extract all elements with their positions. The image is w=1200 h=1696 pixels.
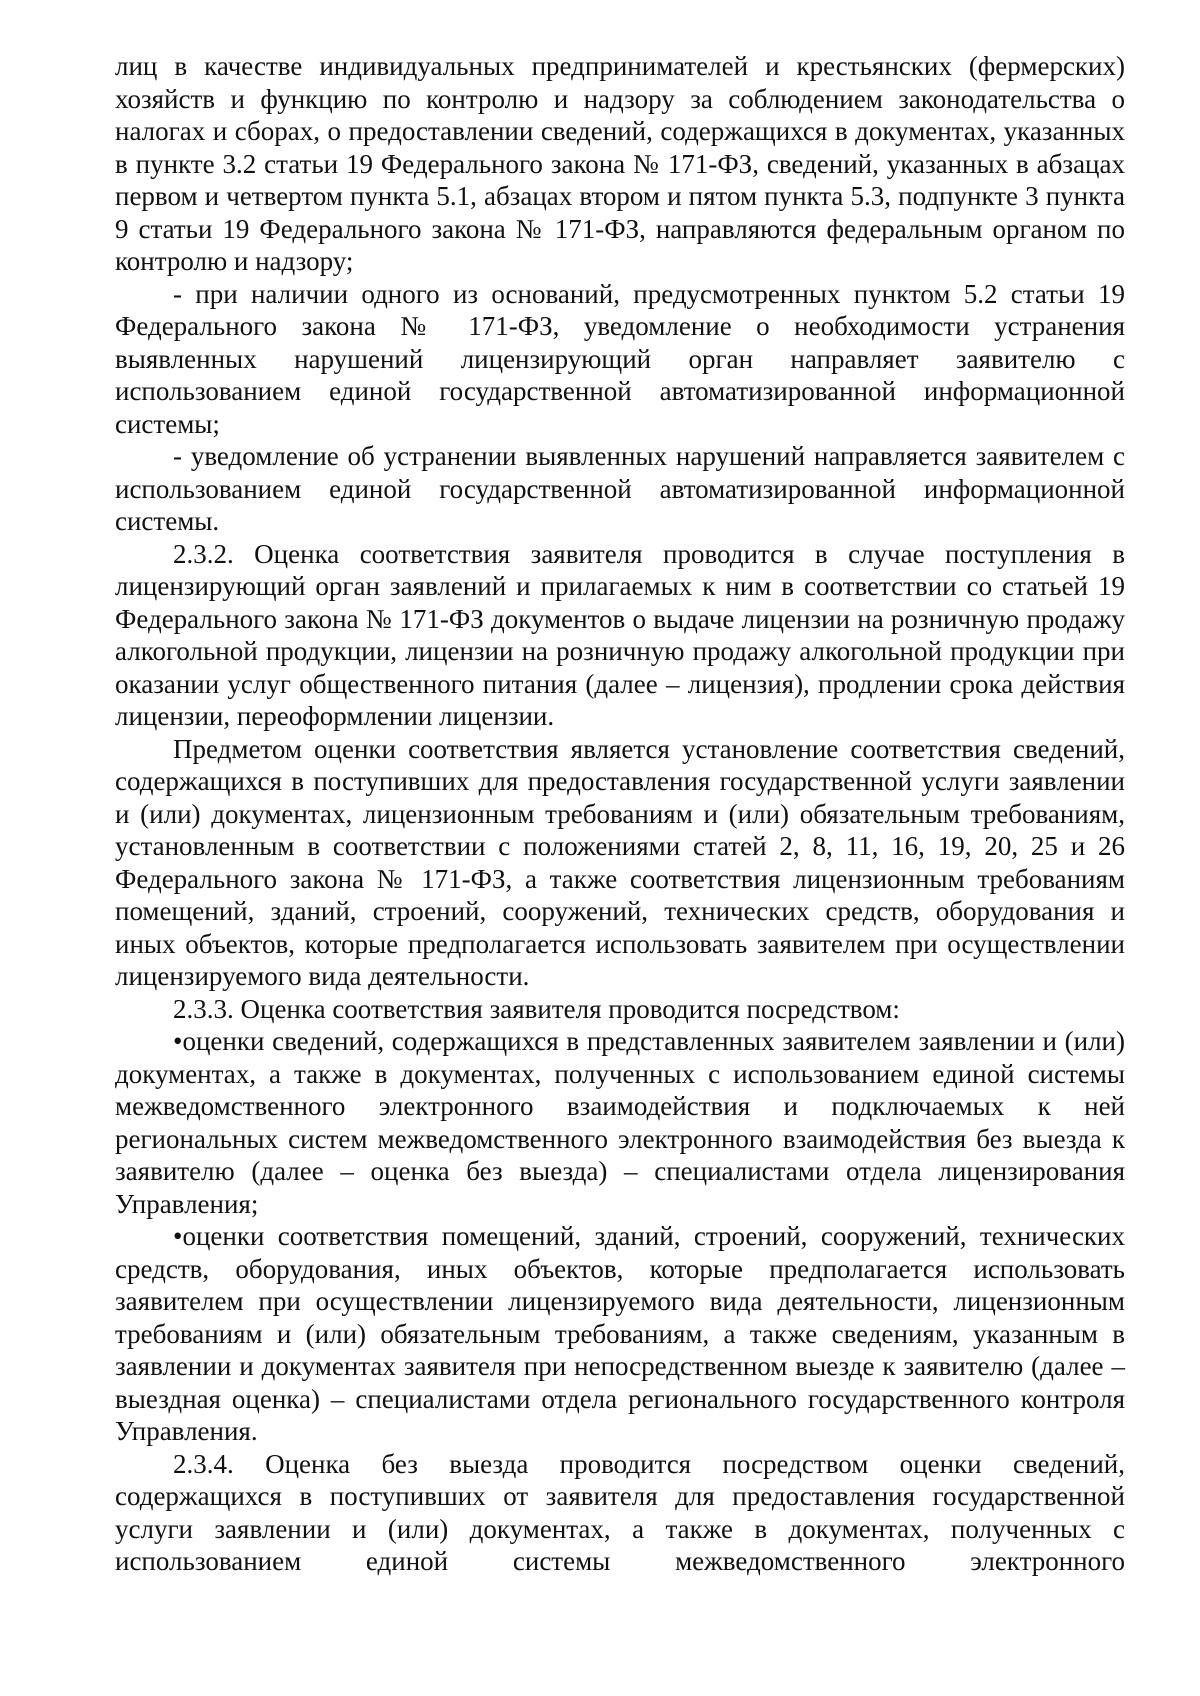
paragraph-2-3-2: 2.3.2. Оценка соответствия заявителя проводится в случае поступления в лицензирующий орган заявлений и прилагаемых к ним в соответствии со статьей 19 Федерального закона № 171-ФЗ документов о выдаче лицензии на розничную продажу алкогольной продукции, лицензии на розничную продажу алкогольной продукции при оказании услуг общественного питания (далее – лицензия), продлении срока действия лицензии, переоформлении лицензии. (115, 538, 1125, 731)
bullet-field-assessment: •оценки соответствия помещений, зданий, строений, сооружений, технических средств, оборудования, иных объектов, которые предполагается использовать заявителем при осуществлении лицензируемого вида деятельности, лицензионным требованиям и (или) обязательным требованиям, а также сведениям, указанным в заявлении и документах заявителя при непосредственном выезде к заявителю (далее – выездная оценка) – специалистами отдела регионального государственного контроля Управления. (115, 1221, 1125, 1446)
paragraph-tax-control: лиц в качестве индивидуальных предпринимателей и крестьянских (фермерских) хозяйств и функцию по контролю и надзору за соблюдением законодательства о налогах и сборах, о предоставлении сведений, содержащихся в документах, указанных в пункте 3.2 статьи 19 Федерального закона № 171-ФЗ, сведений, указанных в абзацах первом и четвертом пункта 5.1, абзацах втором и пятом пункта 5.3, подпункте 3 пункта 9 статьи 19 Федерального закона № 171-ФЗ, направляются федеральным органом по контролю и надзору; (115, 51, 1125, 276)
paragraph-assessment-subject: Предметом оценки соответствия является установление соответствия сведений, содержащихся в поступивших для предоставления государственной услуги заявлении и (или) документах, лицензионным требованиям и (или) обязательным требованиям, установленным в соответствии с положениями статей 2, 8, 11, 16, 19, 20, 25 и 26 Федерального закона № 171-ФЗ, а также соответствия лицензионным требованиям помещений, зданий, строений, сооружений, технических средств, оборудования и иных объектов, которые предполагается использовать заявителем при осуществлении лицензируемого вида деятельности. (115, 733, 1125, 991)
bullet-assessment-without-visit: •оценки сведений, содержащихся в представленных заявителем заявлении и (или) документах, а также в документах, полученных с использованием единой системы межведомственного электронного взаимодействия и подключаемых к ней региональных систем межведомственного электронного взаимодействия без выезда к заявителю (далее – оценка без выезда) – специалистами отдела лицензирования Управления; (115, 1026, 1125, 1219)
paragraph-2-3-4: 2.3.4. Оценка без выезда проводится посредством оценки сведений, содержащихся в поступивших от заявителя для предоставления государственной услуги заявлении и (или) документах, а также в документах, полученных с использованием единой системы межведомственного электронного (115, 1448, 1125, 1576)
document-page (115, 50, 1125, 1578)
paragraph-violation-notice: - при наличии одного из оснований, предусмотренных пунктом 5.2 статьи 19 Федерального закона № 171-ФЗ, уведомление о необходимости устранения выявленных нарушений лицензирующий орган направляет заявителю с использованием единой государственной автоматизированной информационной системы; (115, 278, 1125, 439)
paragraph-2-3-3: 2.3.3. Оценка соответствия заявителя проводится посредством: (173, 993, 900, 1024)
paragraph-elimination-notice: - уведомление об устранении выявленных нарушений направляется заявителем с использованием единой государственной автоматизированной информационной системы. (115, 441, 1125, 536)
